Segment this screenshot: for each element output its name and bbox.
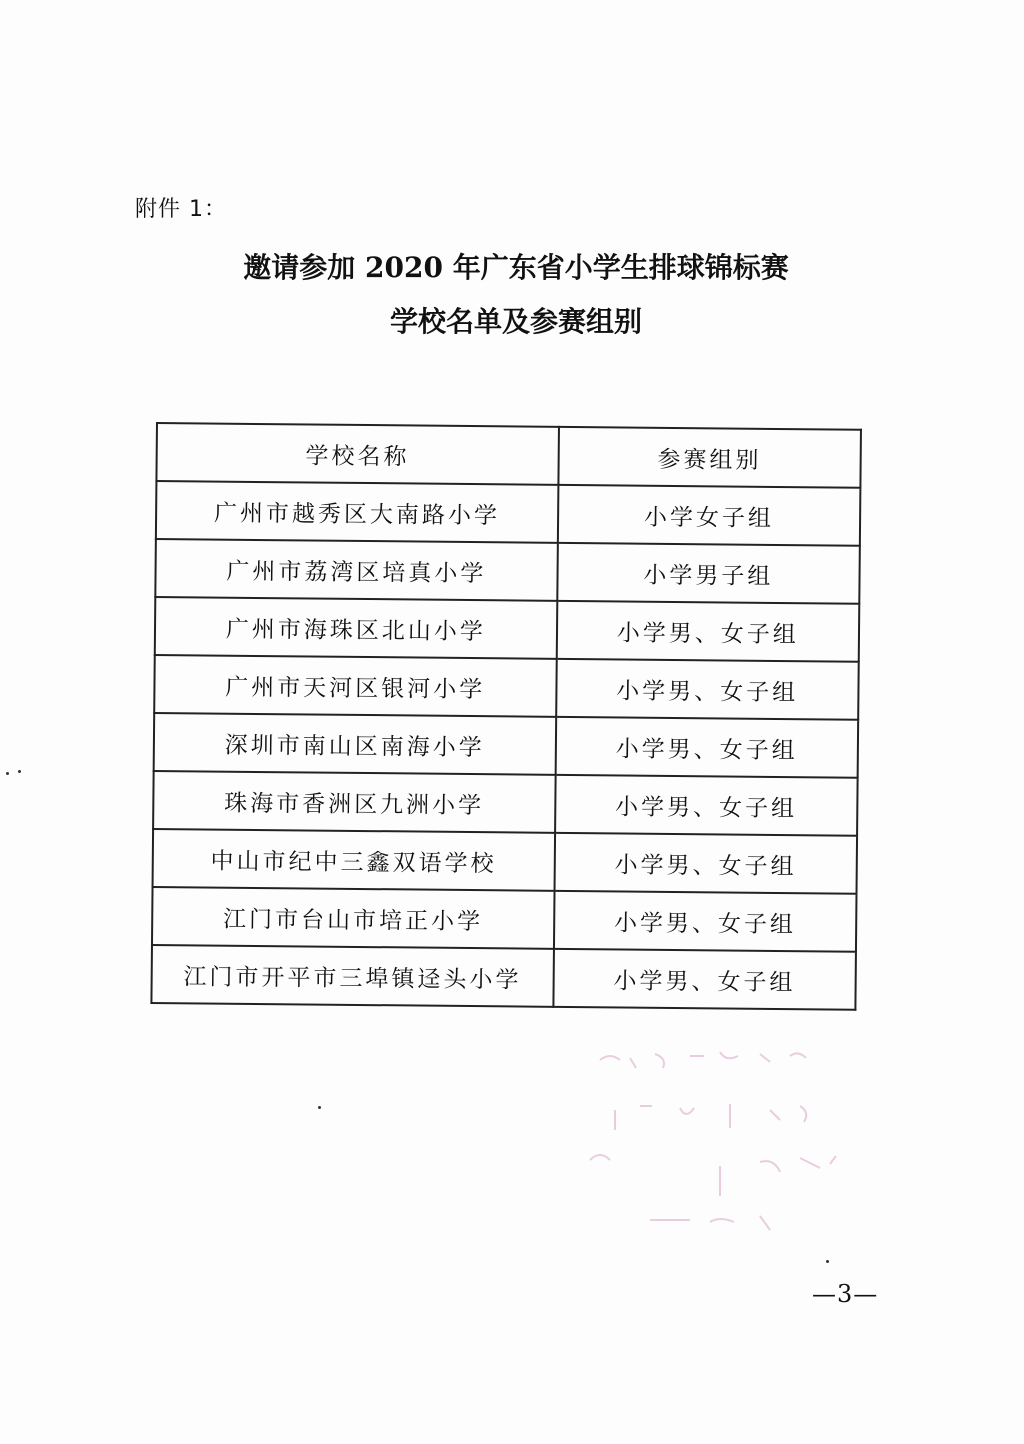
- table-row: [154, 655, 859, 720]
- table-header-row: [156, 423, 861, 488]
- group-cell: 小学女子组: [557, 485, 860, 546]
- school-name-cell: 珠海市香洲区九洲小学: [153, 771, 555, 833]
- table-row: [156, 481, 861, 546]
- page-number: —3—: [812, 1280, 879, 1308]
- table-row: [153, 771, 858, 836]
- group-cell: 小学男、女子组: [556, 659, 859, 720]
- school-name-cell: 广州市越秀区大南路小学: [156, 481, 558, 543]
- group-cell: 小学男、女子组: [554, 891, 857, 952]
- group-cell: 小学男、女子组: [554, 833, 857, 894]
- school-name-cell: 广州市荔湾区培真小学: [155, 539, 557, 601]
- document-title: 邀请参加 2020 年广东省小学生排球锦标赛: [243, 251, 789, 284]
- faded-seal-stamp: [560, 1040, 860, 1270]
- scan-speck: [18, 770, 21, 773]
- school-name-cell: 深圳市南山区南海小学: [154, 713, 556, 775]
- school-name-cell: 江门市台山市培正小学: [152, 887, 554, 949]
- table-row: [153, 829, 858, 894]
- group-cell: 小学男、女子组: [553, 949, 856, 1010]
- header-group: 参赛组别: [558, 427, 861, 488]
- school-name-cell: 广州市天河区银河小学: [154, 655, 556, 717]
- school-name-cell: 广州市海珠区北山小学: [155, 597, 557, 659]
- table-row: [155, 597, 860, 662]
- school-list-table: [150, 422, 862, 1011]
- table-row: [151, 945, 856, 1010]
- group-cell: 小学男、女子组: [555, 717, 858, 778]
- group-cell: 小学男、女子组: [555, 775, 858, 836]
- document-subtitle: 学校名单及参赛组别: [389, 305, 642, 338]
- header-school-name: 学校名称: [156, 423, 558, 485]
- group-cell: 小学男、女子组: [556, 601, 859, 662]
- attachment-label: 附件 1：: [135, 197, 227, 222]
- table-row: [154, 713, 859, 778]
- table-row: [155, 539, 860, 604]
- school-name-cell: 江门市开平市三埠镇迳头小学: [151, 945, 553, 1007]
- table-row: [152, 887, 857, 952]
- scan-speck: [826, 1260, 829, 1263]
- scan-speck: [6, 772, 9, 775]
- group-cell: 小学男子组: [557, 543, 860, 604]
- scan-speck: [318, 1106, 321, 1109]
- school-name-cell: 中山市纪中三鑫双语学校: [153, 829, 555, 891]
